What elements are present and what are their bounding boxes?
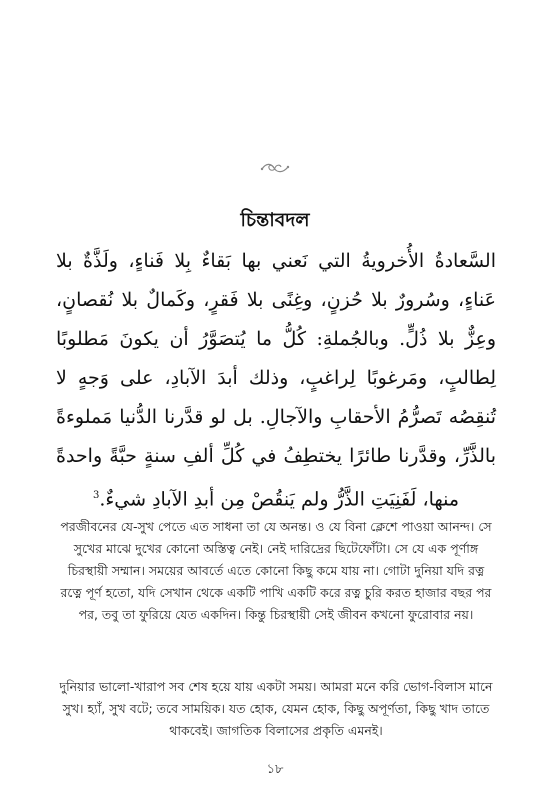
bengali-paragraph-2: দুনিয়ার ভালো-খারাপ সব শেষ হয়ে যায় একটা সময়। আমরা মনে করি ভোগ-বিলাস মানে সুখ। হ্যাঁ, সুখ বটে; তবে সাময়িক। যত হোক, যেমন হোক, কিছু অপূর্ণতা, কিছু খাদ তাতে থাকবেই। জাগতিক বিলাসের প্রকৃতি এমনই। (59, 679, 493, 738)
page-number: ১৮ (266, 762, 284, 777)
footnote-marker: 3 (92, 490, 100, 501)
arabic-quote-text: السَّعادةُ الأُخرويةُ التي نَعني بها بَقاءٌ بِلا فَناءٍ، ولَذَّةٌ بلا عَناءٍ، وسُرورٌ بلا حُزنٍ، وغِنًى بلا فَقرٍ، وكَمالٌ بلا نُقصانٍ، وعِزٌّ بلا ذُلٍّ. وبالجُملةِ: كُلُّ ما يُتصَوَّرُ أن يكونَ مَطلوبًا لِطالبٍ، ومَرغوبًا لِراغبٍ، وذلك أبدَ الآبادِ، على وَجهٍ لا تُنقِصُه تَصرُّمُ الأحقابِ والآجالِ. بل لو قدَّرنا الدُّنيا مَملوءةً بالذَّرِّ، وقدَّرنا طائرًا يختطِفُ في كُلِّ ألفِ سنةٍ حبَّةً واحدةً منها، لَفَنِيَتِ الذَّرُّ ولم يَنقُصْ مِن أبدِ الآبادِ شيءٌ. (56, 250, 496, 511)
section-heading: চিন্তাবদল (240, 209, 310, 231)
bengali-paragraph-1: পরজীবনের যে-সুখ পেতে এত সাধনা তা যে অনন্ত। ও যে বিনা ক্লেশে পাওয়া আনন্দ। সে সুখের মাঝে দুখের কোনো অস্তিত্ব নেই। নেই দারিদ্রের ছিটেফোঁটা। সে যে এক পূর্ণাঙ্গ চিরস্থায়ী সম্মান। সময়ের আবর্তে এতে কোনো কিছু কমে যায় না। গোটা দুনিয়া যদি রত্ন রত্নে পূর্ণ হতো, যদি সেখান থেকে একটি পাখি একটি করে রত্ন চুরি করত হাজার বছর পর পর, তবু তা ফুরিয়ে যেত একদিন। কিন্তু চিরস্থায়ী সেই জীবন কখনো ফুরোবার নয়। (60, 519, 492, 622)
floral-ornament-icon (258, 161, 292, 175)
section-ornament (0, 160, 550, 179)
arabic-quote (56, 242, 496, 519)
